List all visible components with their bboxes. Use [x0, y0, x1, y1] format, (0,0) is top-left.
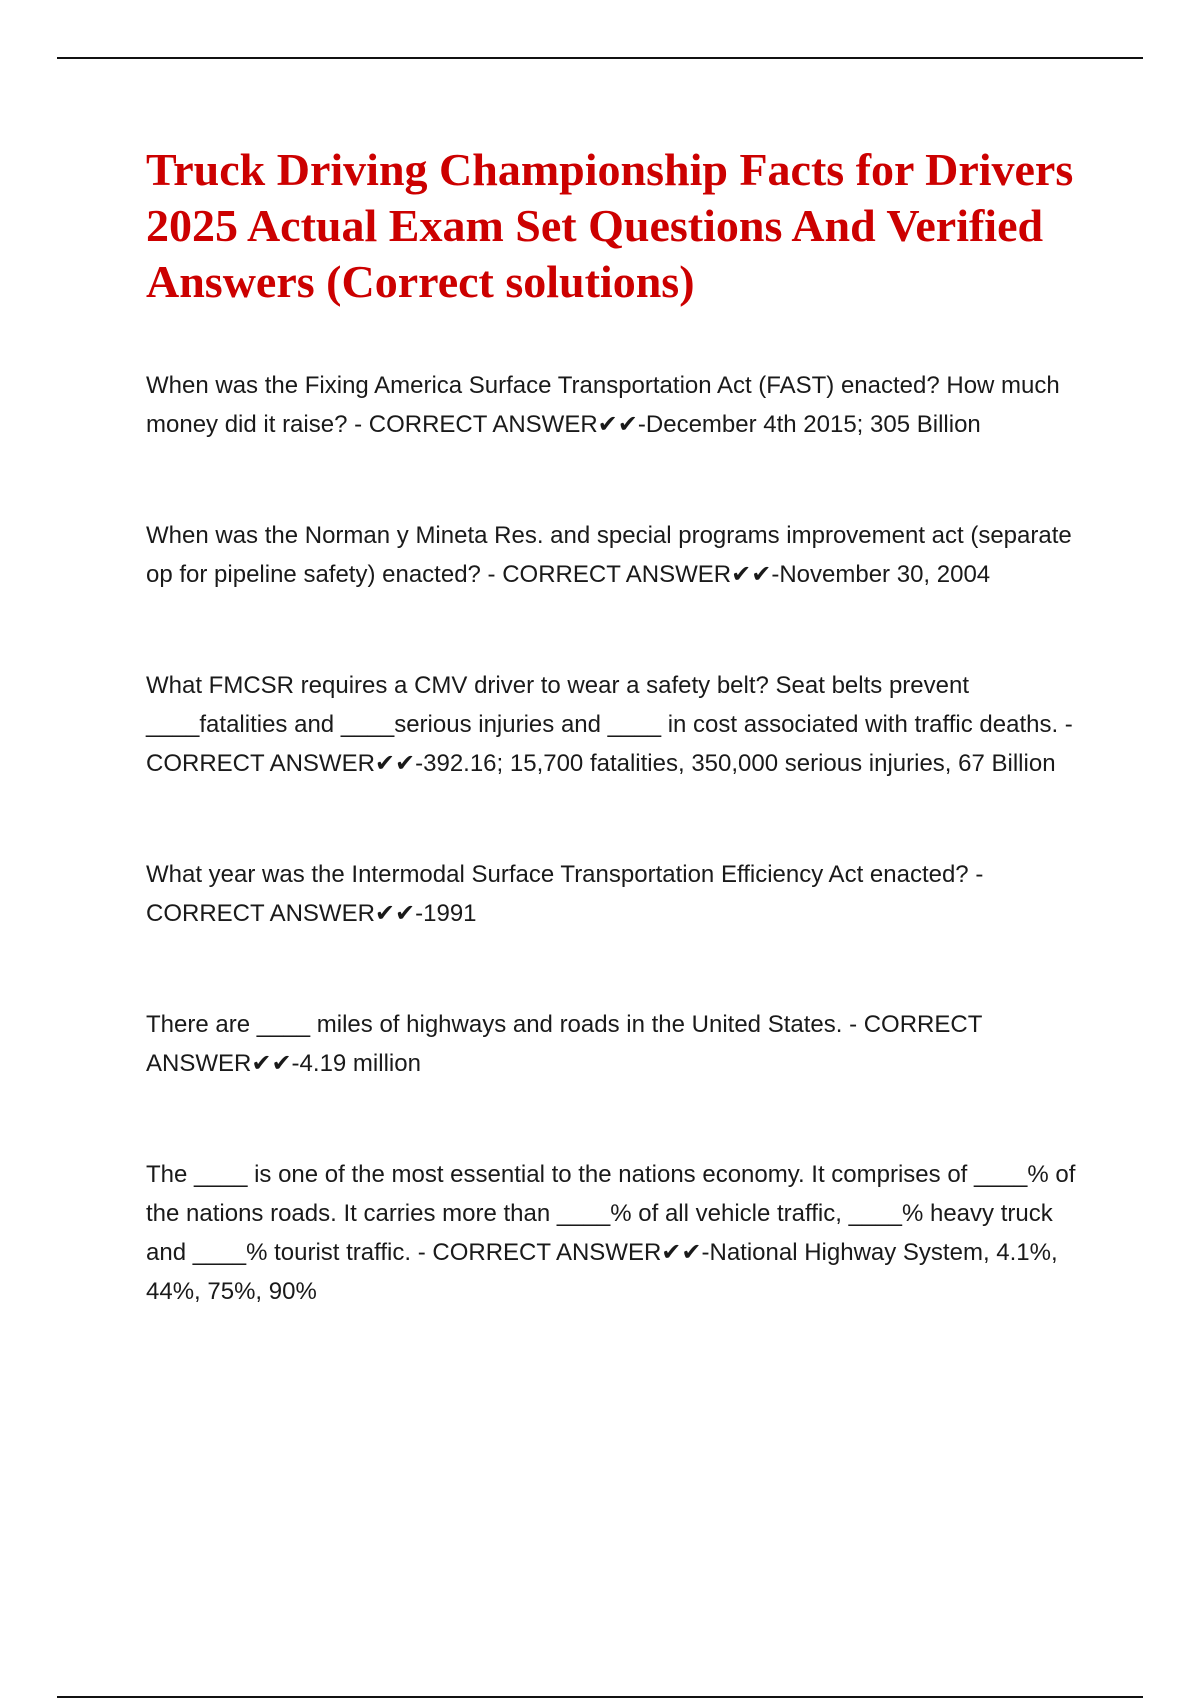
qa-item-4: What year was the Intermodal Surface Transportation Efficiency Act enacted? - CORRECT ANSWER✔✔-1991	[146, 861, 990, 927]
top-rule	[57, 57, 1143, 59]
qa-item-2: When was the Norman y Mineta Res. and special programs improvement act (separate op for pipeline safety) enacted? - CORRECT ANSWER✔✔-November 30, 2004	[146, 522, 1079, 588]
bottom-rule	[57, 1696, 1143, 1698]
qa-item-6: The ____ is one of the most essential to the nations economy. It comprises of ____% of the nations roads. It carries more than ____% of all vehicle traffic, ____% heavy truck and ____% tourist traffic. - CORRECT ANSWER✔✔-National Highway System, 4.1%, 44%, 75%, 90%	[146, 1161, 1083, 1305]
document-body	[146, 142, 1086, 1383]
qa-item-1: When was the Fixing America Surface Transportation Act (FAST) enacted? How much money did it raise? - CORRECT ANSWER✔✔-December 4th 2015; 305 Billion	[146, 372, 1067, 438]
qa-item-3: What FMCSR requires a CMV driver to wear a safety belt? Seat belts prevent ____fatalities and ____serious injuries and ____ in cost associated with traffic deaths. - CORRECT ANSWER✔✔-392.16; 15,700 fatalities, 350,000 serious injuries, 67 Billion	[146, 672, 1080, 777]
document-title: Truck Driving Championship Facts for Drivers 2025 Actual Exam Set Questions And Verified Answers (Correct solutions)	[146, 144, 1074, 307]
qa-item-5: There are ____ miles of highways and roads in the United States. - CORRECT ANSWER✔✔-4.19 million	[146, 1011, 988, 1077]
